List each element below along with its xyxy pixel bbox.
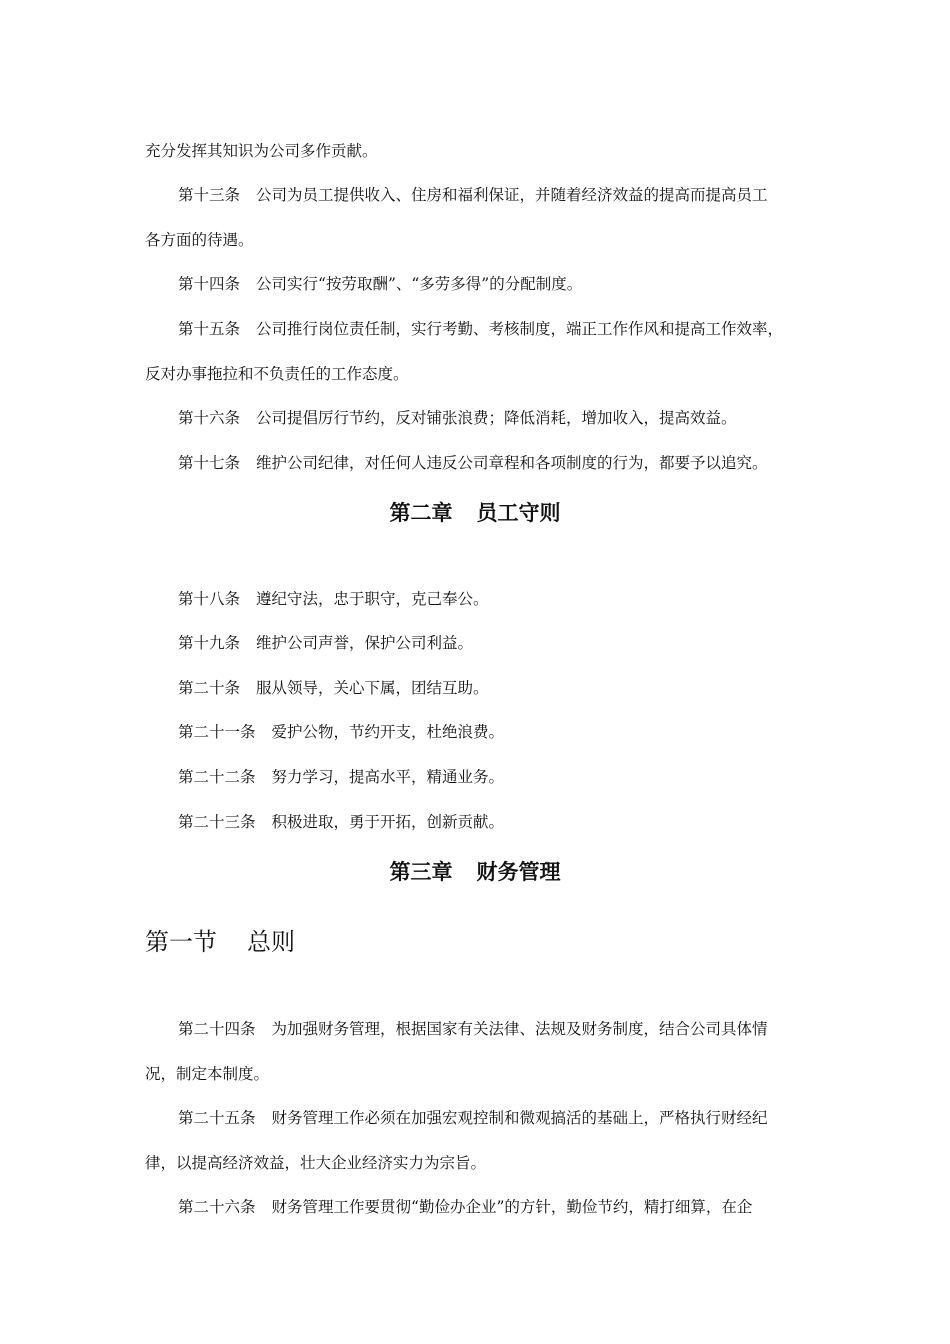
article-text: 公司实行“按劳取酬”、“多劳多得”的分配制度。 [256,275,583,293]
article-text: 爱护公物，节约开支，杜绝浪费。 [271,723,505,741]
chapter-heading-2 [0,499,950,527]
article-26 [178,1196,810,1218]
article-text: 维护公司纪律，对任何人违反公司章程和各项制度的行为，都要予以追究。 [256,454,768,472]
article-number: 第十六条 [178,409,241,427]
article-text: 努力学习，提高水平，精通业务。 [271,768,505,786]
article-number: 第二十六条 [178,1198,256,1216]
chapter-title: 员工守则 [476,501,561,525]
paragraph-line: 反对办事拖拉和不负责任的工作态度。 [145,365,409,383]
paragraph-line: 律，以提高经济效益，壮大企业经济实力为宗旨。 [145,1154,487,1172]
article-text: 公司推行岗位责任制，实行考勤、考核制度，端正工作作风和提高工作效率， [256,320,784,338]
chapter-title: 财务管理 [476,860,561,884]
article-text: 公司为员工提供收入、住房和福利保证，并随着经济效益的提高而提高员工 [256,186,768,204]
article-number: 第二十四条 [178,1020,256,1038]
article-text: 财务管理工作要贯彻“勤俭办企业”的方针，勤俭节约，精打细算，在企 [271,1198,753,1216]
article-number: 第十八条 [178,590,241,608]
paragraph-line: 各方面的待遇。 [145,231,254,249]
article-text: 公司提倡厉行节约，反对铺张浪费；降低消耗，增加收入，提高效益。 [256,409,737,427]
article-number: 第十七条 [178,454,241,472]
article-24 [178,1018,810,1040]
article-number: 第二十五条 [178,1109,256,1127]
article-13 [178,184,810,206]
article-25 [178,1107,810,1129]
article-text: 为加强财务管理，根据国家有关法律、法规及财务制度，结合公司具体情 [271,1020,768,1038]
chapter-number: 第三章 [389,860,453,884]
paragraph-line: 充分发挥其知识为公司多作贡献。 [145,142,378,160]
article-14 [178,273,810,295]
article-number: 第十四条 [178,275,241,293]
article-text: 遵纪守法，忠于职守，克己奉公。 [256,590,489,608]
article-number: 第二十条 [178,679,241,697]
section-title: 总则 [247,928,295,956]
article-18 [178,588,810,610]
article-number: 第二十二条 [178,768,256,786]
article-number: 第二十三条 [178,813,256,831]
chapter-number: 第二章 [389,501,453,525]
article-21 [178,721,810,743]
article-text: 积极进取，勇于开拓，创新贡献。 [271,813,505,831]
paragraph-line: 况，制定本制度。 [145,1065,270,1083]
article-text: 财务管理工作必须在加强宏观控制和微观搞活的基础上，严格执行财经纪 [271,1109,768,1127]
article-15 [178,318,810,340]
article-20 [178,677,810,699]
article-number: 第十三条 [178,186,241,204]
article-number: 第二十一条 [178,723,256,741]
article-19 [178,632,810,654]
article-number: 第十九条 [178,634,241,652]
section-heading-1 [145,927,295,957]
section-number: 第一节 [145,928,217,956]
chapter-heading-3 [0,858,950,886]
article-number: 第十五条 [178,320,241,338]
article-23 [178,811,810,833]
article-text: 维护公司声誉，保护公司利益。 [256,634,474,652]
article-16 [178,407,810,429]
article-17 [178,452,810,474]
article-text: 服从领导，关心下属，团结互助。 [256,679,489,697]
article-22 [178,766,810,788]
